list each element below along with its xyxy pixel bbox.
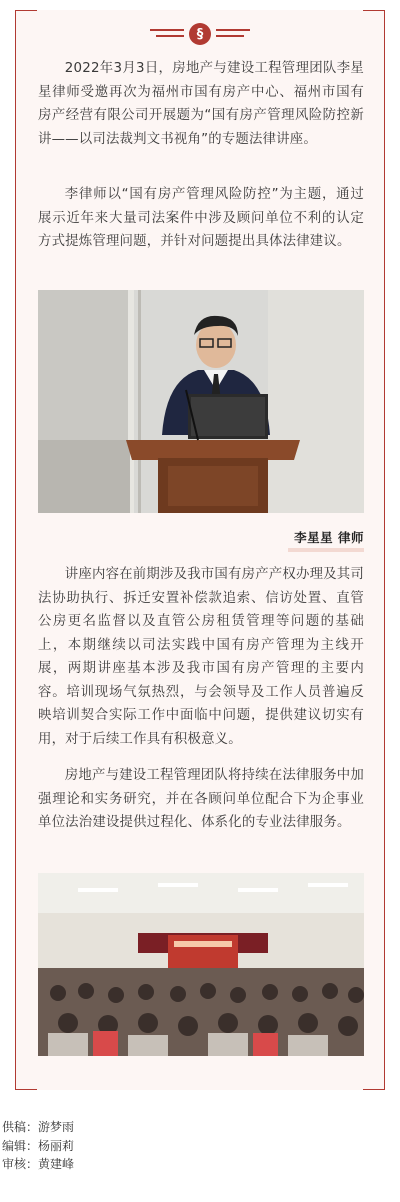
credit-contributor: 供稿：游梦雨 <box>2 1120 75 1134</box>
photo-caption: 李星星 律师 <box>294 530 364 545</box>
header-emblem <box>150 21 250 47</box>
frame-corner-bottom-left <box>15 1089 37 1090</box>
frame-corner-top-left <box>15 10 37 11</box>
frame-corner-bottom-right <box>363 1089 385 1090</box>
credit-reviewer: 审核：黄建峰 <box>2 1157 75 1171</box>
paragraph-outlook: 房地产与建设工程管理团队将持续在法律服务中加强理论和实务研究，并在各顾问单位配合下为企事业单位法治建设提供过程化、体系化的专业法律服务。 <box>38 768 364 830</box>
paragraph-theme: 李律师以“国有房产管理风险防控”为主题，通过展示近年来大量司法案件中涉及顾问单位不利的认定方式提炼管理问题，并针对问题提出具体法律建议。 <box>38 187 364 249</box>
credit-editor: 编辑：杨丽莉 <box>2 1138 75 1153</box>
caption-underline <box>288 548 364 552</box>
paragraph-intro: 2022年3月3日，房地产与建设工程管理团队李星星律师受邀再次为福州市国有房产中心、福州市国有房产经营有限公司开展题为“国有房产管理风险防控新讲——以司法裁判文书视角”的专题法律讲座。 <box>38 61 364 147</box>
speaker-photo <box>38 290 364 513</box>
paragraph-content: 讲座内容在前期涉及我市国有房产产权办理及其司法协助执行、拆迁安置补偿款追索、信访处置、直管公房更名监督以及直管公房租赁管理等问题的基础上，本期继续以司法实践中国有房产管理为主线开展，两期讲座基本涉及我市国有房产管理的主要内容。培训现场气氛热烈，与会领导及工作人员普遍反映培训契合实际工作中面临中问题，提供建议切实有用，对于后续工作具有积极意义。 <box>38 567 364 747</box>
logo-icon: § <box>189 23 211 45</box>
credits <box>2 1118 74 1174</box>
frame-corner-top-right <box>363 10 385 11</box>
lecture-photo <box>38 873 364 1056</box>
